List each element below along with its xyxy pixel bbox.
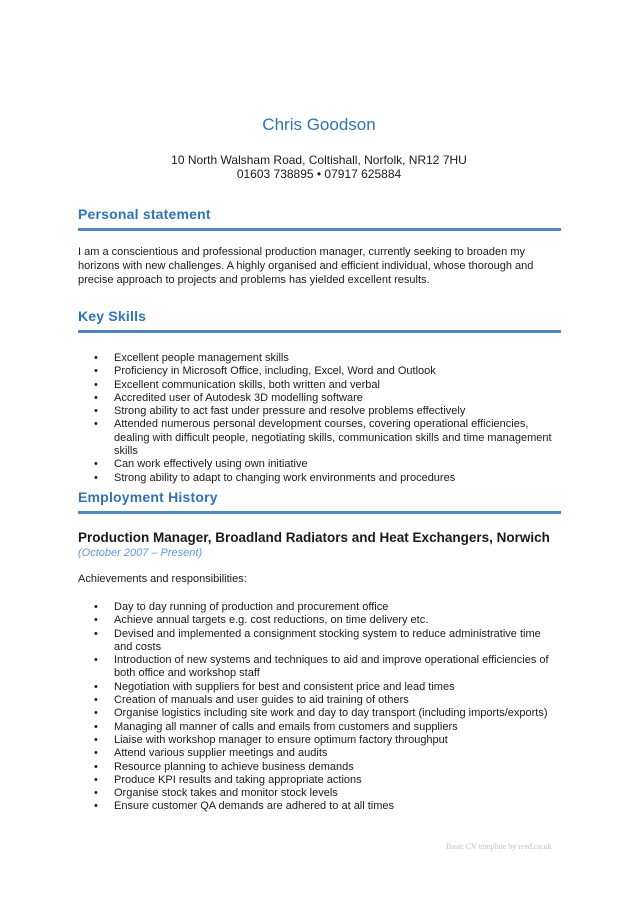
list-item: • Can work effectively using own initiative <box>78 458 561 471</box>
section-divider <box>78 511 561 514</box>
personal-statement-text: I am a conscientious and professional production manager, currently seeking to broaden my horizons with new challenges. A highly organised and efficient individual, whose thorough and precise approach to projects and problems has yielded excellent results. <box>78 246 534 286</box>
list-item: • Attend various supplier meetings and audits <box>78 747 561 760</box>
list-item: • Day to day running of production and procurement office <box>78 601 561 614</box>
list-item: • Negotiation with suppliers for best and consistent price and lead times <box>78 681 561 694</box>
list-item: • Liaise with workshop manager to ensure optimum factory throughput <box>78 734 561 747</box>
list-item: • Excellent communication skills, both written and verbal <box>78 379 561 392</box>
achievements-list <box>78 601 561 814</box>
list-item: • Strong ability to adapt to changing work environments and procedures <box>78 472 561 485</box>
list-item: • Attended numerous personal development courses, covering operational efficiencies, dealing with difficult people, negotiating skills, communication skills and time management skills <box>78 418 561 458</box>
list-item: • Introduction of new systems and techniques to aid and improve operational efficiencies of both office and workshop staff <box>78 654 561 681</box>
key-skills-list <box>78 352 561 485</box>
personal-statement-heading: Personal statement <box>78 206 211 222</box>
list-item: • Creation of manuals and user guides to aid training of others <box>78 694 561 707</box>
job-dates: (October 2007 – Present) <box>78 547 203 559</box>
list-item: • Strong ability to act fast under pressure and resolve problems effectively <box>78 405 561 418</box>
template-watermark: Basic CV template by reed.co.uk <box>446 842 552 851</box>
job-title: Production Manager, Broadland Radiators and Heat Exchangers, Norwich <box>78 530 550 545</box>
list-item: • Achieve annual targets e.g. cost reductions, on time delivery etc. <box>78 614 561 627</box>
list-item: • Ensure customer QA demands are adhered to at all times <box>78 800 561 813</box>
list-item: • Accredited user of Autodesk 3D modelling software <box>78 392 561 405</box>
list-item: • Excellent people management skills <box>78 352 561 365</box>
list-item: • Organise logistics including site work and day to day transport (including imports/exports) <box>78 707 561 720</box>
employment-section <box>78 489 561 814</box>
list-item: • Resource planning to achieve business demands <box>78 761 561 774</box>
personal-statement-section <box>78 206 561 287</box>
key-skills-heading: Key Skills <box>78 308 147 324</box>
achievements-label: Achievements and responsibilities: <box>78 573 247 585</box>
section-divider <box>78 330 561 333</box>
list-item: • Organise stock takes and monitor stock levels <box>78 787 561 800</box>
list-item: • Devised and implemented a consignment stocking system to reduce administrative time and costs <box>78 628 561 655</box>
candidate-name: Chris Goodson <box>262 115 376 134</box>
section-divider <box>78 228 561 231</box>
list-item: • Produce KPI results and taking appropriate actions <box>78 774 561 787</box>
contact-address: 10 North Walsham Road, Coltishall, Norfolk, NR12 7HU <box>171 153 467 167</box>
key-skills-section <box>78 308 561 485</box>
contact-phone: 01603 738895 • 07917 625884 <box>236 167 402 181</box>
employment-heading: Employment History <box>78 489 218 505</box>
list-item: • Proficiency in Microsoft Office, including, Excel, Word and Outlook <box>78 365 561 378</box>
list-item: • Managing all manner of calls and emails from customers and suppliers <box>78 721 561 734</box>
